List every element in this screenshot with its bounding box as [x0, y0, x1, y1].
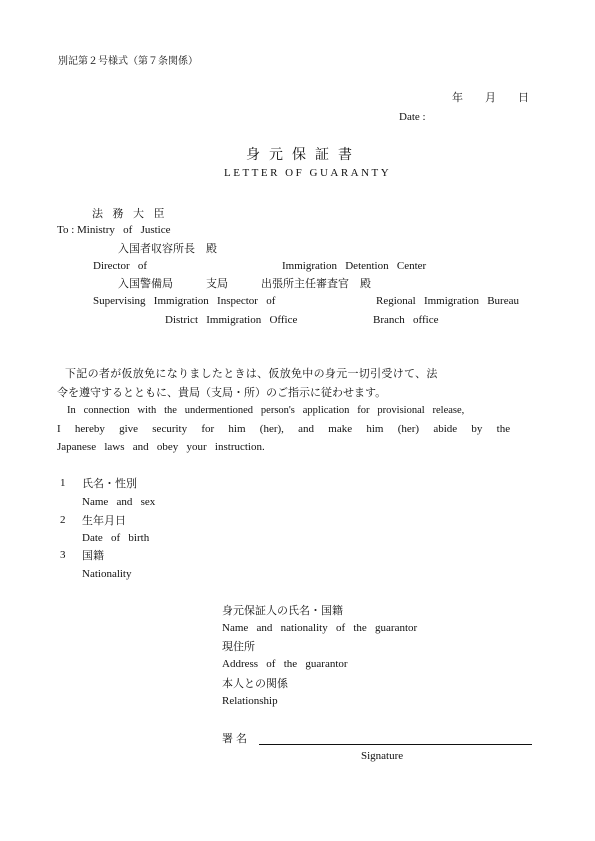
- addressee-ministry-en: To : Ministry of Justice: [57, 224, 171, 236]
- form-reference: 別記第２号様式（第７条関係）: [58, 56, 198, 67]
- guarantor-address-jp: 現住所: [222, 640, 255, 653]
- addressee-supervisor-en-line2-left: District Immigration Office: [165, 314, 298, 326]
- addressee-director-en-left: Director of: [93, 260, 148, 272]
- addressee-ministry-jp: 法 務 大 臣: [92, 207, 168, 220]
- addressee-supervisor-en-line1-right: Regional Immigration Bureau: [376, 295, 519, 307]
- item-number: 3: [60, 549, 66, 561]
- item-label-jp: 生年月日: [82, 514, 126, 527]
- addressee-supervisor-jp: 入国警備局 支局 出張所主任審査官 殿: [118, 277, 371, 290]
- signature-label-jp: 署名: [222, 732, 250, 745]
- addressee-director-jp: 入国者収容所長 殿: [118, 242, 217, 255]
- date-line: 年 月 日: [452, 91, 529, 104]
- item-number: 1: [60, 477, 66, 489]
- guarantor-name-en: Name and nationality of the guarantor: [222, 622, 418, 634]
- date-label: Date :: [399, 111, 426, 123]
- item-label-jp: 氏名・性別: [82, 477, 137, 490]
- addressee-director-en-right: Immigration Detention Center: [282, 260, 427, 272]
- guarantor-relationship-en: Relationship: [222, 695, 278, 707]
- body-en-line1: In connection with the undermentioned person's application for provisional release,: [67, 405, 465, 416]
- guarantor-relationship-jp: 本人との関係: [222, 677, 288, 690]
- item-label-en: Date of birth: [82, 532, 150, 544]
- guarantor-name-jp: 身元保証人の氏名・国籍: [222, 604, 343, 617]
- item-number: 2: [60, 514, 66, 526]
- addressee-supervisor-en-line2-right: Branch office: [373, 314, 439, 326]
- body-jp-line2: 令を遵守するとともに、貴局（支局・所）のご指示に従わせます。: [57, 386, 387, 399]
- body-en-line3: Japanese laws and obey your instruction.: [57, 441, 265, 453]
- signature-label-en: Signature: [361, 750, 404, 762]
- item-label-jp: 国籍: [82, 549, 104, 562]
- page-title-english: LETTER OF GUARANTY: [224, 167, 392, 179]
- body-jp-line1: 下記の者が仮放免になりましたときは、仮放免中の身元一切引受けて、法: [65, 367, 438, 380]
- signature-line[interactable]: [259, 744, 532, 745]
- guarantor-address-en: Address of the guarantor: [222, 658, 348, 670]
- page-title: 身元保証書: [246, 147, 361, 163]
- item-label-en: Name and sex: [82, 496, 156, 508]
- addressee-supervisor-en-line1-left: Supervising Immigration Inspector of: [93, 295, 276, 307]
- item-label-en: Nationality: [82, 568, 132, 580]
- body-en-line2: I hereby give security for him (her), and make him (her) abide by the: [57, 423, 511, 435]
